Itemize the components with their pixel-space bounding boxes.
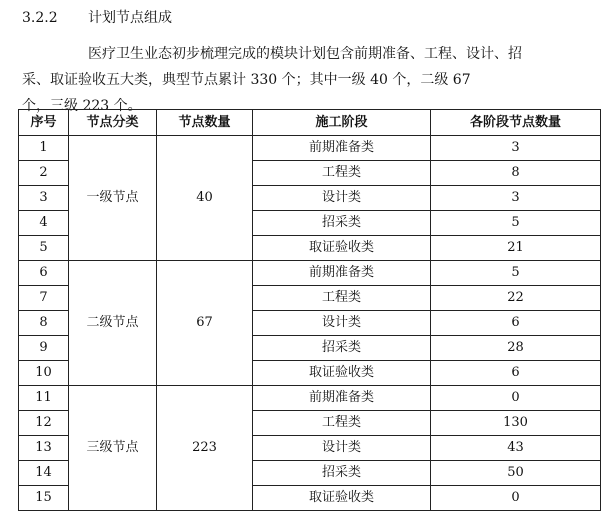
cell-stage: 取证验收类 xyxy=(253,361,431,386)
header-count: 节点数量 xyxy=(157,110,253,136)
cell-seq: 2 xyxy=(19,161,69,186)
cell-stage: 招采类 xyxy=(253,211,431,236)
cell-category: 二级节点 xyxy=(69,261,157,386)
cell-seq: 11 xyxy=(19,386,69,411)
header-stage: 施工阶段 xyxy=(253,110,431,136)
node-composition-table xyxy=(18,109,601,511)
cell-stage-count: 3 xyxy=(431,136,601,161)
cell-stage-count: 22 xyxy=(431,286,601,311)
cell-seq: 13 xyxy=(19,436,69,461)
header-seq: 序号 xyxy=(19,110,69,136)
header-stage-count: 各阶段节点数量 xyxy=(431,110,601,136)
cell-count: 40 xyxy=(157,136,253,261)
paragraph-line-1: 医疗卫生业态初步梳理完成的模块计划包含前期准备、工程、设计、招 xyxy=(88,46,522,62)
cell-category: 一级节点 xyxy=(69,136,157,261)
cell-seq: 8 xyxy=(19,311,69,336)
cell-stage-count: 28 xyxy=(431,336,601,361)
section-number: 3.2.2 xyxy=(22,10,58,26)
cell-category: 三级节点 xyxy=(69,386,157,511)
table-row xyxy=(19,261,601,286)
cell-stage-count: 5 xyxy=(431,261,601,286)
cell-stage-count: 0 xyxy=(431,486,601,511)
cell-count: 223 xyxy=(157,386,253,511)
cell-stage: 前期准备类 xyxy=(253,136,431,161)
cell-stage: 工程类 xyxy=(253,161,431,186)
intro-paragraph xyxy=(22,41,592,119)
cell-seq: 5 xyxy=(19,236,69,261)
cell-seq: 4 xyxy=(19,211,69,236)
cell-stage-count: 43 xyxy=(431,436,601,461)
cell-stage-count: 6 xyxy=(431,311,601,336)
cell-stage: 招采类 xyxy=(253,461,431,486)
cell-stage: 设计类 xyxy=(253,311,431,336)
cell-stage-count: 50 xyxy=(431,461,601,486)
cell-seq: 10 xyxy=(19,361,69,386)
cell-stage-count: 8 xyxy=(431,161,601,186)
table-row xyxy=(19,386,601,411)
cell-stage-count: 21 xyxy=(431,236,601,261)
cell-stage-count: 5 xyxy=(431,211,601,236)
cell-seq: 12 xyxy=(19,411,69,436)
cell-seq: 1 xyxy=(19,136,69,161)
cell-seq: 6 xyxy=(19,261,69,286)
cell-stage: 工程类 xyxy=(253,286,431,311)
cell-stage: 前期准备类 xyxy=(253,261,431,286)
cell-stage-count: 0 xyxy=(431,386,601,411)
cell-stage: 取证验收类 xyxy=(253,236,431,261)
paragraph-line-2: 采、取证验收五大类，典型节点累计 330 个；其中一级 40 个，二级 67 xyxy=(22,72,471,88)
cell-stage-count: 6 xyxy=(431,361,601,386)
cell-stage: 取证验收类 xyxy=(253,486,431,511)
paragraph-line-3: 个，三级 223 个。 xyxy=(22,98,142,114)
cell-stage: 设计类 xyxy=(253,186,431,211)
cell-seq: 14 xyxy=(19,461,69,486)
cell-seq: 9 xyxy=(19,336,69,361)
table-header-row xyxy=(19,110,601,136)
cell-seq: 15 xyxy=(19,486,69,511)
table-row xyxy=(19,136,601,161)
cell-stage-count: 3 xyxy=(431,186,601,211)
cell-count: 67 xyxy=(157,261,253,386)
cell-stage: 工程类 xyxy=(253,411,431,436)
cell-stage: 前期准备类 xyxy=(253,386,431,411)
cell-stage: 设计类 xyxy=(253,436,431,461)
cell-stage-count: 130 xyxy=(431,411,601,436)
cell-seq: 7 xyxy=(19,286,69,311)
cell-stage: 招采类 xyxy=(253,336,431,361)
section-title: 计划节点组成 xyxy=(88,10,172,26)
header-category: 节点分类 xyxy=(69,110,157,136)
cell-seq: 3 xyxy=(19,186,69,211)
section-heading xyxy=(22,8,172,28)
